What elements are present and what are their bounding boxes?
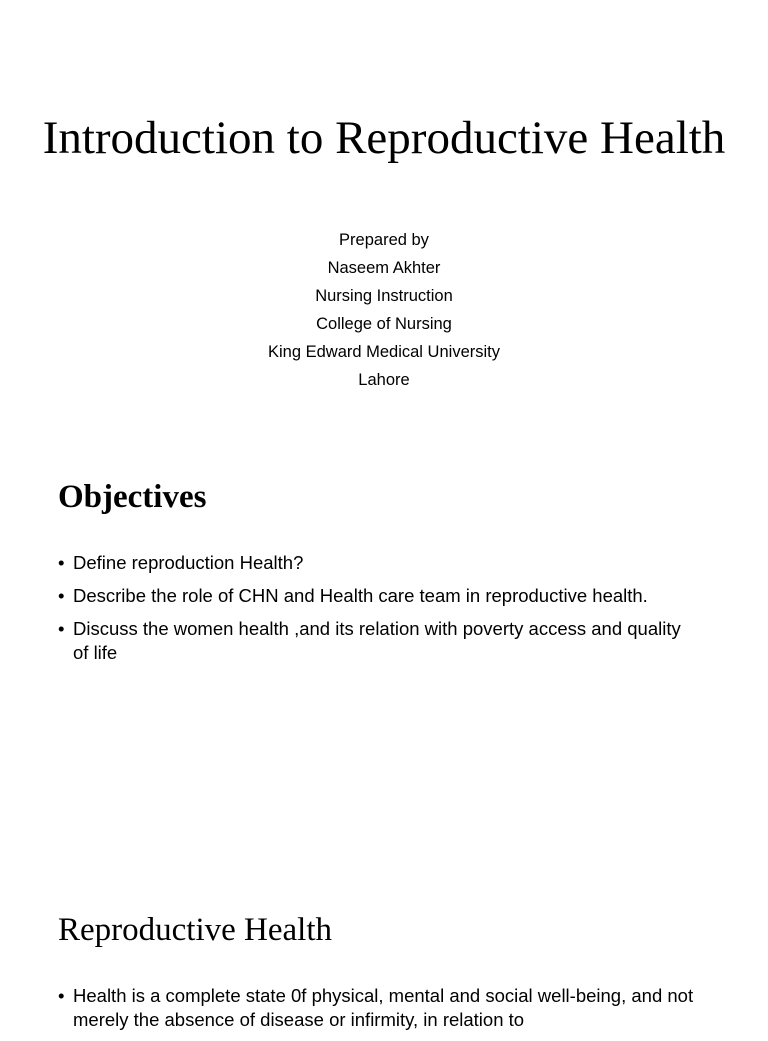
- list-item: [58, 984, 698, 1032]
- presenter-college: College of Nursing: [316, 315, 452, 333]
- presenter-university: King Edward Medical University: [267, 343, 500, 361]
- bullet-icon: •: [58, 585, 65, 606]
- objective-text: Describe the role of CHN and Health care team in reproductive health.: [73, 585, 648, 606]
- list-item: [58, 617, 698, 665]
- bullet-icon: •: [58, 618, 65, 639]
- objectives-slide: [0, 440, 768, 880]
- presenter-role: Nursing Instruction: [315, 287, 453, 305]
- presenter-city: Lahore: [358, 371, 410, 389]
- reproductive-health-list: [58, 984, 698, 1041]
- presenter-name: Naseem Akhter: [327, 259, 441, 277]
- slide-title: Introduction to Reproductive Health: [42, 112, 726, 164]
- objectives-list: [58, 551, 698, 674]
- list-item: [58, 584, 698, 608]
- presenter-info: [0, 228, 768, 396]
- bullet-icon: •: [58, 985, 65, 1006]
- objective-text: Define reproduction Health?: [73, 552, 304, 573]
- bullet-icon: •: [58, 552, 65, 573]
- title-slide: [0, 0, 768, 440]
- list-item: [58, 551, 698, 575]
- reproductive-health-heading: Reproductive Health: [58, 912, 332, 948]
- objective-text: Discuss the women health ,and its relation with poverty access and quality of life: [73, 618, 681, 663]
- objectives-heading: Objectives: [58, 479, 207, 515]
- definition-text: Health is a complete state 0f physical, mental and social well-being, and not merely the absence of disease or infirmity, in relation to: [73, 985, 694, 1030]
- reproductive-health-slide: [0, 880, 768, 1030]
- prepared-by-label: Prepared by: [339, 231, 429, 249]
